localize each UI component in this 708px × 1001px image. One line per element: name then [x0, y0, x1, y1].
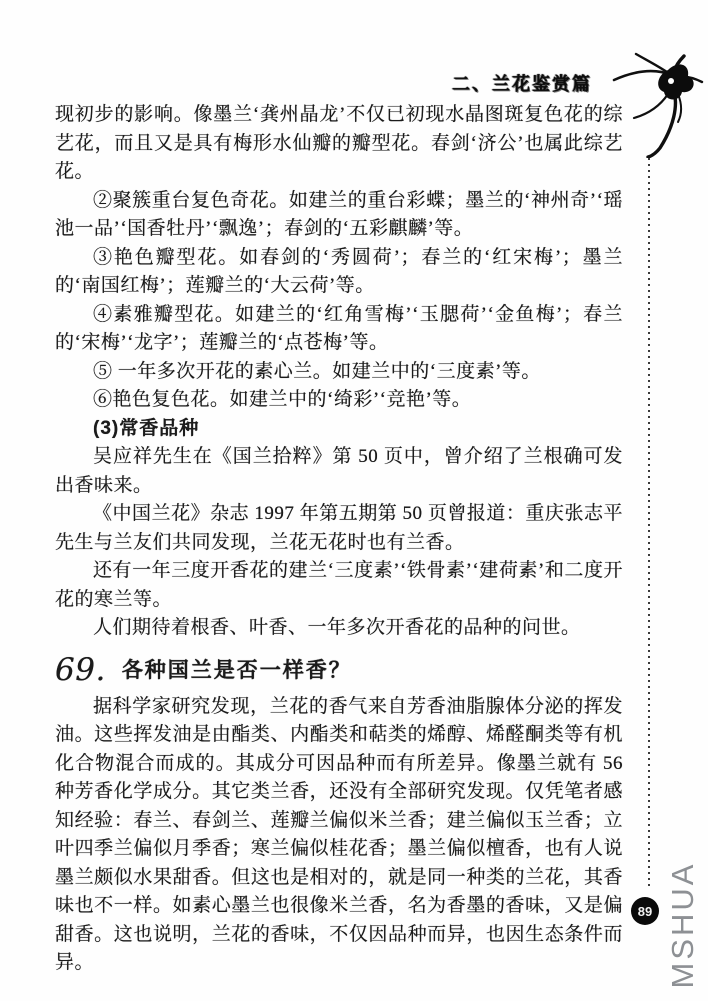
list-item-4: ④素雅瓣型花。如建兰的‘红角雪梅’‘玉腮荷’‘金鱼梅’；春兰的‘宋梅’‘龙字’；莲瓣兰的‘点苍梅’等。 — [55, 303, 623, 353]
list-item-3: ③艳色瓣型花。如春剑的‘秀圆荷’；春兰的‘红宋梅’；墨兰的‘南国红梅’；莲瓣兰的‘大云荷’等。 — [55, 246, 623, 296]
question-title: 各种国兰是否一样香？ — [121, 658, 352, 682]
list-item-6: ⑥艳色复色花。如建兰中的‘绮彩’‘竞艳’等。 — [93, 389, 472, 410]
paragraph-scent-2: 《中国兰花》杂志 1997 年第五期第 50 页曾报道：重庆张志平先生与兰友们共同发现，兰花无花时也有兰香。 — [55, 503, 623, 553]
page-body — [55, 101, 623, 978]
list-item-5: ⑤ 一年多次开花的素心兰。如建兰中的‘三度素’等。 — [93, 360, 541, 382]
paragraph-opening: 现初步的影响。像墨兰‘龚州晶龙’不仅已初现水晶图斑复色花的综艺花，而且又是具有梅形水仙瓣的瓣型花。春剑‘济公’也属此综艺花。 — [55, 104, 623, 182]
paragraph-scent-1: 吴应祥先生在《国兰拾粹》第 50 页中，曾介绍了兰根确可发出香味来。 — [55, 446, 623, 496]
paragraph-scent-3: 还有一年三度开香花的建兰‘三度素’‘铁骨素’‘建荷素’和二度开花的寒兰等。 — [55, 560, 623, 610]
paragraph-question-body: 据科学家研究发现，兰花的香气来自芳香油脂腺体分泌的挥发油。这些挥发油是由酯类、内酯类和萜类的烯醇、烯醛酮类等有机化合物混合而成的。其成分可因品种而有所差异。像墨兰就有 56 种芳香化学成分。其它类兰香，还没有全部研究发现。仅凭笔者感知经验：春兰、春剑兰、莲瓣兰偏似米兰香；建兰偏似玉兰香；立叶四季兰偏似月季香；寒兰偏似桂花香；墨兰偏似檀香，也有人说墨兰颇似水果甜香。但这也是相对的，就是同一种类的兰花，其香味也不一样。如素心墨兰也很像米兰香，名为香墨的香味，又是偏甜香。这也说明，兰花的香味，不仅因品种而异，也因生态条件而异。 — [55, 695, 623, 973]
page-number-badge: 89 — [631, 897, 659, 925]
watermark-text: MSHUA — [665, 861, 700, 989]
question-number: 69. — [55, 651, 106, 688]
subheading-scent-varieties: (3)常香品种 — [93, 417, 200, 439]
list-item-2: ②聚簇重台复色奇花。如建兰的重台彩蝶；墨兰的‘神州奇’‘瑶池一品’‘国香牡丹’‘飘逸’；春剑的‘五彩麒麟’等。 — [55, 189, 623, 239]
question-heading — [55, 647, 623, 687]
dotted-rule — [648, 158, 650, 888]
paragraph-scent-4: 人们期待着根香、叶香、一年多次开香花的品种的问世。 — [93, 617, 581, 638]
running-head-title: 二、兰花鉴赏篇 — [452, 74, 592, 94]
